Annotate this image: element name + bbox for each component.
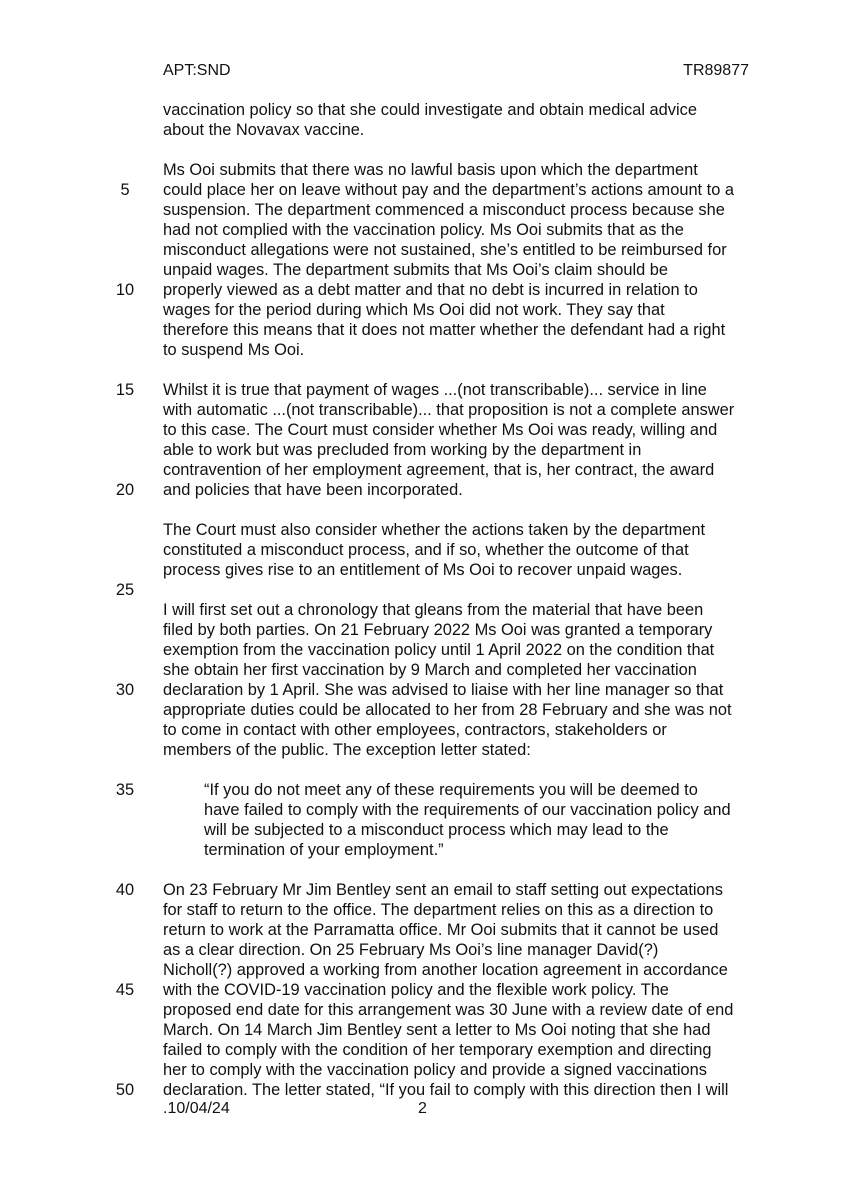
- text-line: had not complied with the vaccination policy. Ms Ooi submits that as the: [163, 221, 684, 239]
- text-line: Whilst it is true that payment of wages ...(not transcribable)... service in line: [163, 381, 707, 399]
- text-line: appropriate duties could be allocated to her from 28 February and she was not: [163, 701, 732, 719]
- text-line: suspension. The department commenced a misconduct process because she: [163, 201, 725, 219]
- quoted-text-line: have failed to comply with the requirements of our vaccination policy and: [204, 801, 731, 819]
- text-line: proposed end date for this arrangement was 30 June with a review date of end: [163, 1001, 734, 1019]
- text-line: therefore this means that it does not matter whether the defendant had a right: [163, 321, 726, 339]
- text-line: I will first set out a chronology that gleans from the material that have been: [163, 601, 704, 619]
- quoted-text-line: will be subjected to a misconduct process which may lead to the: [204, 821, 669, 839]
- text-line: to come in contact with other employees, contractors, stakeholders or: [163, 721, 667, 739]
- text-line: she obtain her first vaccination by 9 March and completed her vaccination: [163, 661, 697, 679]
- text-line: able to work but was precluded from working by the department in: [163, 441, 642, 459]
- line-number: 10: [115, 281, 135, 299]
- text-line: declaration by 1 April. She was advised to liaise with her line manager so that: [163, 681, 724, 699]
- line-number: 40: [115, 881, 135, 899]
- text-line: Ms Ooi submits that there was no lawful basis upon which the department: [163, 161, 698, 179]
- text-line: unpaid wages. The department submits that Ms Ooi’s claim should be: [163, 261, 669, 279]
- text-line: vaccination policy so that she could investigate and obtain medical advice: [163, 101, 697, 119]
- header-transcript-id: TR89877: [683, 62, 749, 79]
- line-number: 5: [120, 181, 130, 199]
- text-line: her to comply with the vaccination policy and provide a signed vaccinations: [163, 1061, 707, 1079]
- text-line: Nicholl(?) approved a working from another location agreement in accordance: [163, 961, 728, 979]
- text-line: return to work at the Parramatta office. Mr Ooi submits that it cannot be used: [163, 921, 719, 939]
- line-number: 50: [115, 1081, 135, 1099]
- text-line: misconduct allegations were not sustained, she’s entitled to be reimbursed for: [163, 241, 727, 259]
- line-number: 20: [115, 481, 135, 499]
- text-line: and policies that have been incorporated.: [163, 481, 463, 499]
- line-number: 25: [115, 581, 135, 599]
- text-line: with automatic ...(not transcribable)... that proposition is not a complete answer: [163, 401, 735, 419]
- text-line: The Court must also consider whether the actions taken by the department: [163, 521, 706, 539]
- footer-page-number: 2: [418, 1100, 427, 1117]
- line-number: 35: [115, 781, 135, 799]
- text-line: March. On 14 March Jim Bentley sent a letter to Ms Ooi noting that she had: [163, 1021, 711, 1039]
- text-line: On 23 February Mr Jim Bentley sent an email to staff setting out expectations: [163, 881, 723, 899]
- text-line: could place her on leave without pay and the department’s actions amount to a: [163, 181, 735, 199]
- text-line: exemption from the vaccination policy until 1 April 2022 on the condition that: [163, 641, 715, 659]
- line-number: 15: [115, 381, 135, 399]
- quoted-text-line: “If you do not meet any of these requirements you will be deemed to: [204, 781, 698, 799]
- header-reference: APT:SND: [163, 62, 231, 79]
- text-line: to suspend Ms Ooi.: [163, 341, 305, 359]
- text-line: to this case. The Court must consider whether Ms Ooi was ready, willing and: [163, 421, 718, 439]
- text-line: contravention of her employment agreement, that is, her contract, the award: [163, 461, 715, 479]
- text-line: as a clear direction. On 25 February Ms Ooi’s line manager David(?): [163, 941, 659, 959]
- line-number: 30: [115, 681, 135, 699]
- text-line: wages for the period during which Ms Ooi did not work. They say that: [163, 301, 665, 319]
- text-line: for staff to return to the office. The department relies on this as a direction to: [163, 901, 714, 919]
- text-line: filed by both parties. On 21 February 2022 Ms Ooi was granted a temporary: [163, 621, 713, 639]
- text-line: declaration. The letter stated, “If you fail to comply with this direction then I will: [163, 1081, 729, 1099]
- line-number: 45: [115, 981, 135, 999]
- footer-date: .10/04/24: [163, 1100, 230, 1117]
- text-line: process gives rise to an entitlement of Ms Ooi to recover unpaid wages.: [163, 561, 683, 579]
- text-line: about the Novavax vaccine.: [163, 121, 365, 139]
- quoted-text-line: termination of your employment.”: [204, 841, 444, 859]
- text-line: members of the public. The exception letter stated:: [163, 741, 531, 759]
- text-line: properly viewed as a debt matter and that no debt is incurred in relation to: [163, 281, 698, 299]
- text-line: with the COVID-19 vaccination policy and the flexible work policy. The: [163, 981, 669, 999]
- text-line: constituted a misconduct process, and if so, whether the outcome of that: [163, 541, 689, 559]
- text-line: failed to comply with the condition of her temporary exemption and directing: [163, 1041, 712, 1059]
